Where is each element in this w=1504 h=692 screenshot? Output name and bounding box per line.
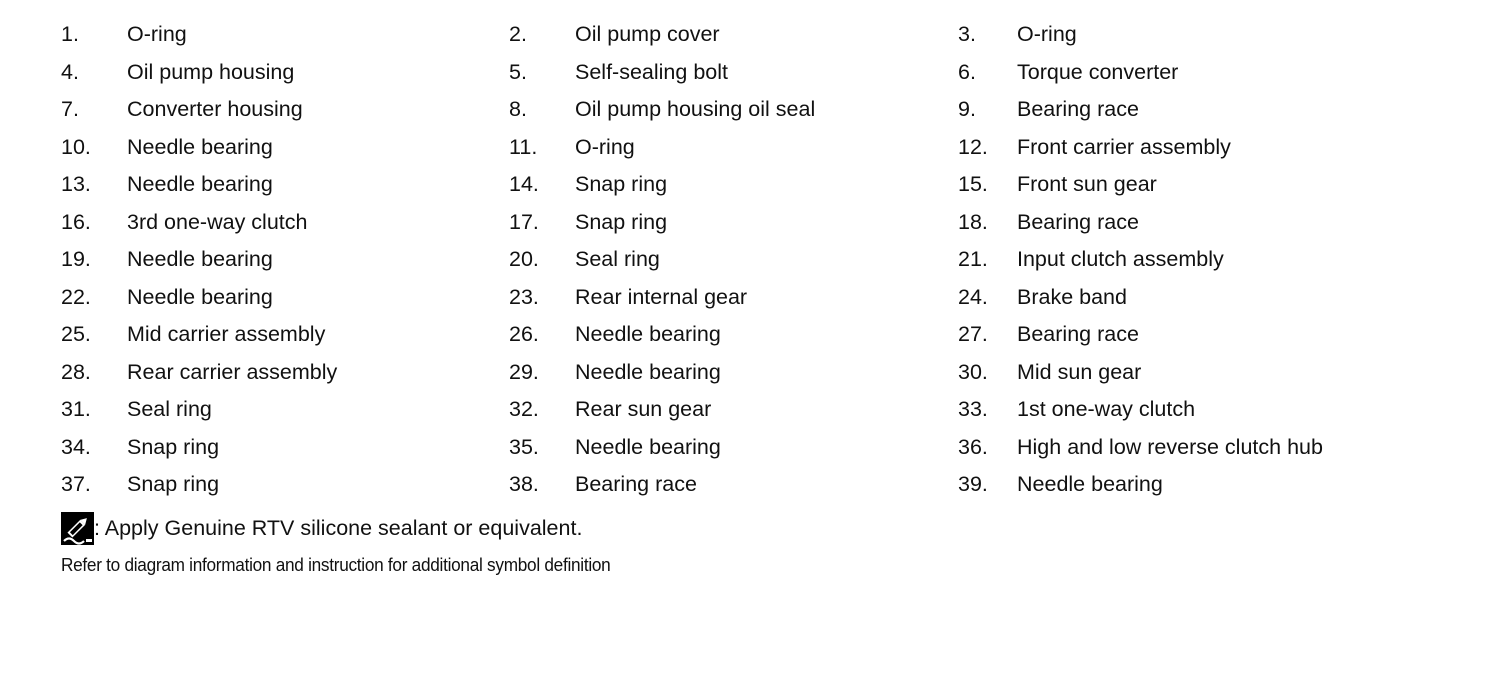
part-label: Needle bearing: [127, 284, 273, 309]
legend-row: [0, 468, 1504, 506]
legend-row: [0, 93, 1504, 131]
legend-row: [0, 56, 1504, 94]
part-number: 26.: [509, 322, 539, 346]
part-number: 4.: [61, 59, 79, 84]
part-label: Bearing race: [1017, 97, 1139, 121]
part-number: 39.: [958, 472, 988, 496]
part-label: Mid sun gear: [1017, 359, 1142, 384]
legend-row: [0, 318, 1504, 356]
part-number: 33.: [958, 397, 988, 421]
part-label: Needle bearing: [1017, 472, 1163, 496]
part-number: 32.: [509, 397, 539, 421]
part-label: Bearing race: [1017, 209, 1139, 234]
part-number: 20.: [509, 247, 539, 271]
legend-row: [0, 431, 1504, 469]
part-label: Snap ring: [575, 172, 668, 196]
part-label: Seal ring: [575, 247, 660, 271]
legend-row: [0, 206, 1504, 244]
sealant-note: [61, 511, 582, 545]
legend-row: [0, 18, 1504, 56]
part-number: 22.: [61, 284, 91, 309]
part-label: Oil pump housing oil seal: [575, 97, 816, 121]
part-number: 18.: [958, 209, 988, 234]
part-number: 34.: [61, 434, 91, 459]
part-label: Bearing race: [575, 472, 697, 496]
part-label: Needle bearing: [127, 247, 273, 271]
part-label: Needle bearing: [127, 134, 273, 159]
part-number: 1.: [61, 22, 79, 46]
part-label: O-ring: [1017, 22, 1077, 46]
part-number: 12.: [958, 134, 988, 159]
part-number: 2.: [509, 22, 527, 46]
part-number: 13.: [61, 172, 91, 196]
part-label: Brake band: [1017, 284, 1127, 309]
part-number: 27.: [958, 322, 988, 346]
part-label: Front sun gear: [1017, 172, 1157, 196]
part-label: Oil pump cover: [575, 22, 720, 46]
legend-row: [0, 131, 1504, 169]
part-number: 38.: [509, 472, 539, 496]
part-number: 29.: [509, 359, 539, 384]
part-label: Snap ring: [127, 434, 220, 459]
part-number: 15.: [958, 172, 988, 196]
legend-row: [0, 356, 1504, 394]
legend-row: [0, 281, 1504, 319]
part-label: Needle bearing: [127, 172, 273, 196]
part-number: 30.: [958, 359, 988, 384]
part-label: 1st one-way clutch: [1017, 397, 1196, 421]
sealant-note-text: : Apply Genuine RTV silicone sealant or equivalent.: [94, 515, 583, 540]
part-number: 5.: [509, 59, 527, 84]
part-label: Mid carrier assembly: [127, 322, 326, 346]
parts-legend: [0, 18, 1504, 506]
part-label: O-ring: [575, 134, 635, 159]
part-number: 8.: [509, 97, 527, 121]
part-label: Rear sun gear: [575, 397, 712, 421]
part-number: 10.: [61, 134, 91, 159]
legend-row: [0, 243, 1504, 281]
part-number: 31.: [61, 397, 91, 421]
part-label: Torque converter: [1017, 59, 1179, 84]
part-number: 28.: [61, 359, 91, 384]
part-number: 3.: [958, 22, 976, 46]
part-label: Converter housing: [127, 97, 303, 121]
part-label: Needle bearing: [575, 434, 721, 459]
part-label: Input clutch assembly: [1017, 247, 1224, 271]
part-number: 16.: [61, 209, 91, 234]
part-label: Rear internal gear: [575, 284, 748, 309]
part-label: Rear carrier assembly: [127, 359, 338, 384]
part-label: Self-sealing bolt: [575, 59, 728, 84]
part-number: 9.: [958, 97, 976, 121]
part-label: 3rd one-way clutch: [127, 209, 308, 234]
part-number: 11.: [509, 134, 538, 159]
part-number: 36.: [958, 434, 988, 459]
part-number: 7.: [61, 97, 79, 121]
part-label: Needle bearing: [575, 322, 721, 346]
part-number: 25.: [61, 322, 91, 346]
part-label: Front carrier assembly: [1017, 134, 1231, 159]
part-number: 17.: [509, 209, 539, 234]
symbol-footnote: Refer to diagram information and instruction for additional symbol definition: [61, 554, 611, 575]
part-label: Oil pump housing: [127, 59, 295, 84]
part-number: 35.: [509, 434, 539, 459]
part-number: 37.: [61, 472, 91, 496]
part-number: 19.: [61, 247, 91, 271]
part-number: 24.: [958, 284, 988, 309]
part-number: 21.: [958, 247, 988, 271]
part-label: Snap ring: [127, 472, 220, 496]
legend-row: [0, 168, 1504, 206]
part-number: 23.: [509, 284, 539, 309]
part-label: High and low reverse clutch hub: [1017, 434, 1323, 459]
part-number: 6.: [958, 59, 976, 84]
part-label: Snap ring: [575, 209, 668, 234]
part-label: Seal ring: [127, 397, 212, 421]
legend-row: [0, 393, 1504, 431]
sealant-icon: [61, 512, 94, 545]
part-label: O-ring: [127, 22, 187, 46]
part-label: Bearing race: [1017, 322, 1139, 346]
part-number: 14.: [509, 172, 539, 196]
part-label: Needle bearing: [575, 359, 721, 384]
